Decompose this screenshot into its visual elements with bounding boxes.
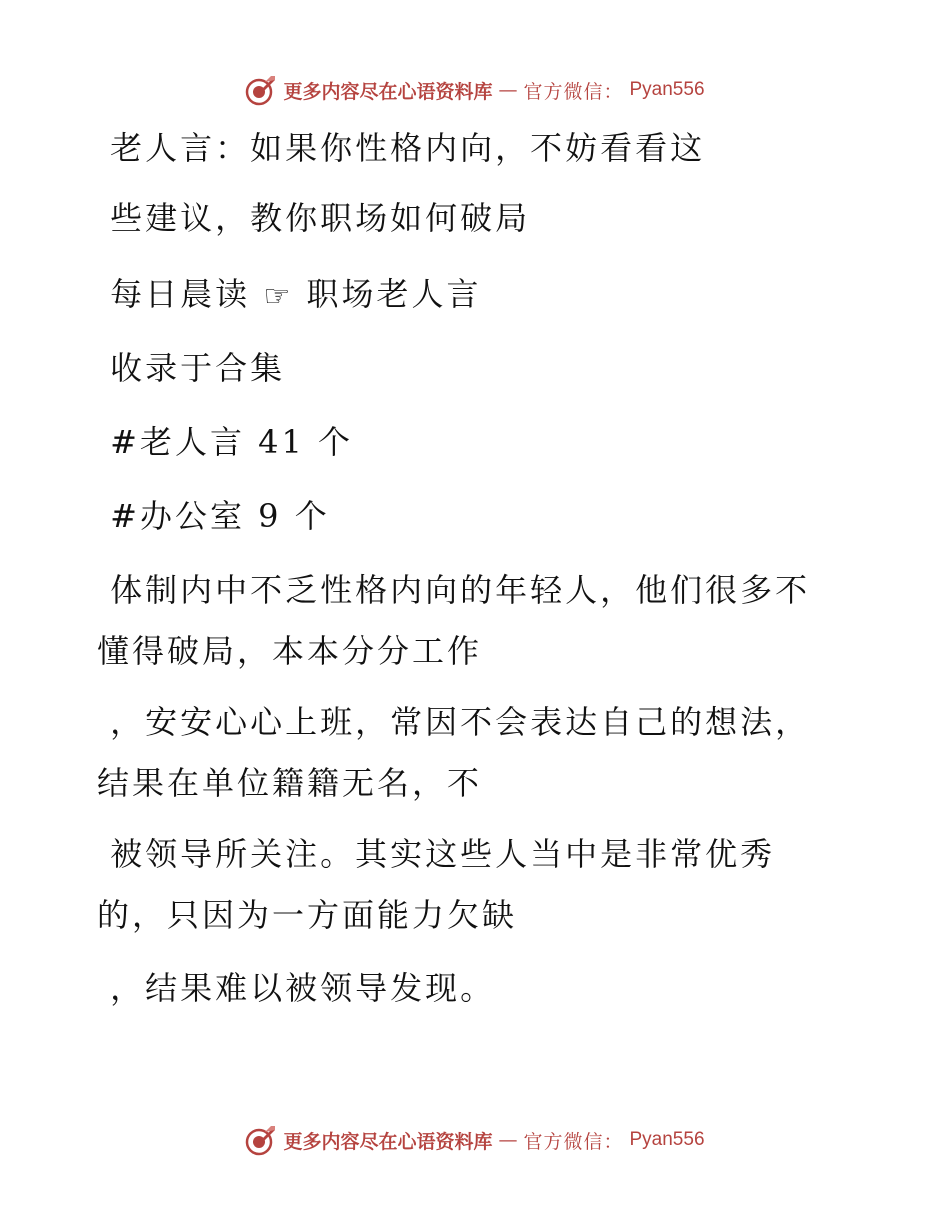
banner-official-label: 官方微信：: [523, 1130, 624, 1153]
paragraph-4: ，结果难以被领导发现。: [97, 969, 496, 1007]
banner-dash: —: [498, 1129, 518, 1151]
tag-bangongshi[interactable]: #办公室 9 个: [97, 497, 330, 535]
banner-dash: —: [498, 79, 518, 101]
article-source: [97, 262, 837, 326]
source-suffix: 职场老人言: [293, 275, 482, 313]
paragraph-3: 被领导所关注。其实这些人当中是非常优秀的，只因为一方面能力欠缺: [97, 835, 776, 934]
article-title-line-1: 老人言：如果你性格内向，不妨看看这: [97, 129, 706, 167]
header-banner: [0, 70, 950, 110]
banner-site-text: 更多内容尽在心语资料库: [283, 80, 493, 103]
article-title-line-2: 些建议，教你职场如何破局: [97, 199, 531, 237]
source-prefix: 每日晨读: [97, 275, 264, 313]
tag-laorenyan[interactable]: #老人言 41 个: [97, 423, 354, 461]
paragraph-2: ，安安心心上班，常因不会表达自己的想法，结果在单位籍籍无名，不: [97, 703, 811, 802]
banner-official-label: 官方微信：: [523, 80, 624, 103]
pointing-hand-icon: ☞: [263, 278, 294, 314]
banner-site-text: 更多内容尽在心语资料库: [283, 1130, 493, 1153]
collection-label: 收录于合集: [97, 349, 286, 387]
quill-logo-icon: [245, 74, 277, 106]
footer-banner: [0, 1120, 950, 1160]
quill-logo-icon: [245, 1124, 277, 1156]
banner-wechat-id: Pyan556: [629, 1129, 705, 1150]
paragraph-1: 体制内中不乏性格内向的年轻人，他们很多不懂得破局，本本分分工作: [97, 571, 811, 670]
banner-wechat-id: Pyan556: [629, 79, 705, 100]
